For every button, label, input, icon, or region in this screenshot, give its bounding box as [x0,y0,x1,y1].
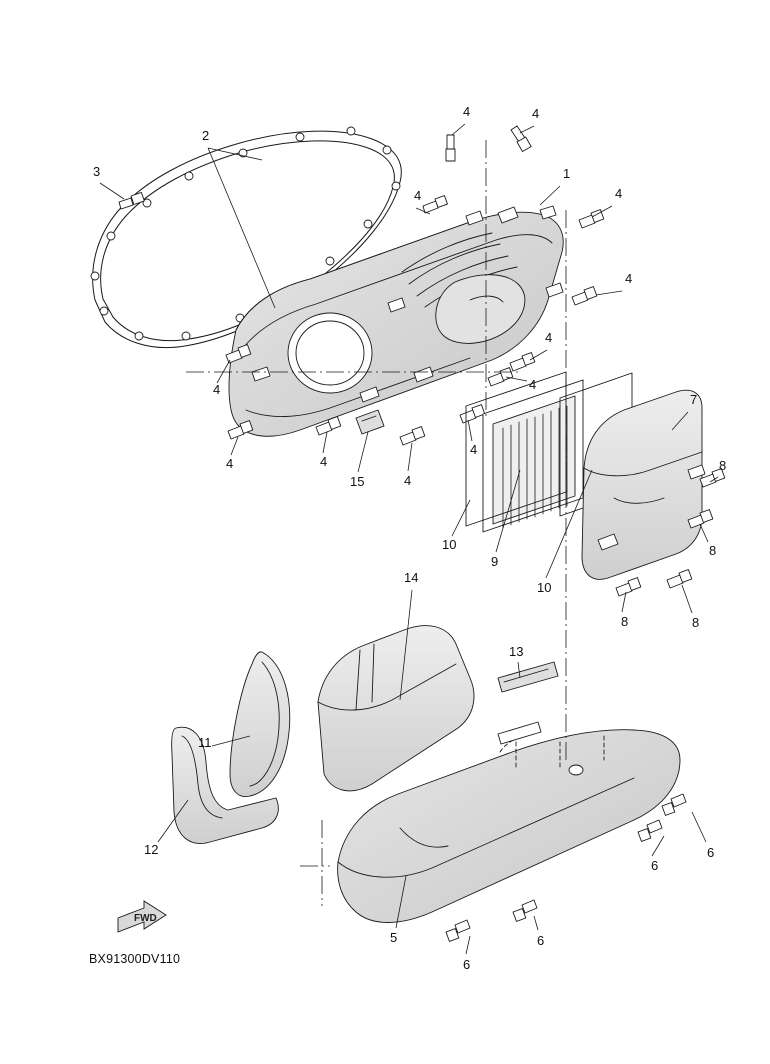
callout-14: 14 [404,570,419,585]
callout-4-h: 4 [213,382,221,397]
callout-8-b: 8 [709,543,717,558]
callout-8-a: 8 [719,458,727,473]
callout-6-c: 6 [537,933,545,948]
trim-11 [230,652,290,797]
part-code-label: BX91300DV110 [89,952,181,966]
callout-8-c: 8 [621,614,629,629]
air-cleaner-case [582,390,705,579]
callout-5: 5 [390,930,398,945]
callout-4-l: 4 [470,442,478,457]
callout-4-d: 4 [615,186,623,201]
callout-15: 15 [350,474,365,489]
callout-6-d: 6 [463,957,471,972]
bar-13 [498,662,558,692]
callout-11: 11 [198,735,212,750]
callout-4-a: 4 [463,104,471,119]
callout-10-b: 10 [537,580,552,595]
callout-7: 7 [690,392,698,407]
callout-9: 9 [491,554,499,569]
callout-4-k: 4 [404,473,412,488]
fwd-arrow-label: FWD [134,913,157,924]
callout-4-g: 4 [529,377,537,392]
callout-6-a: 6 [707,845,715,860]
callout-12: 12 [144,842,159,857]
callout-4-j: 4 [320,454,328,469]
callout-4-b: 4 [532,106,540,121]
callout-3: 3 [93,164,101,179]
callout-4-c: 4 [414,188,422,203]
bracket-15 [356,410,384,434]
callout-4-i: 4 [226,456,234,471]
callout-2: 2 [202,128,210,143]
callout-4-f: 4 [545,330,553,345]
duct-14 [318,626,474,791]
callout-1: 1 [563,166,571,181]
callout-8-d: 8 [692,615,700,630]
callout-10-a: 10 [442,537,457,552]
callout-4-e: 4 [625,271,633,286]
callout-13: 13 [509,644,524,659]
callout-6-b: 6 [651,858,659,873]
